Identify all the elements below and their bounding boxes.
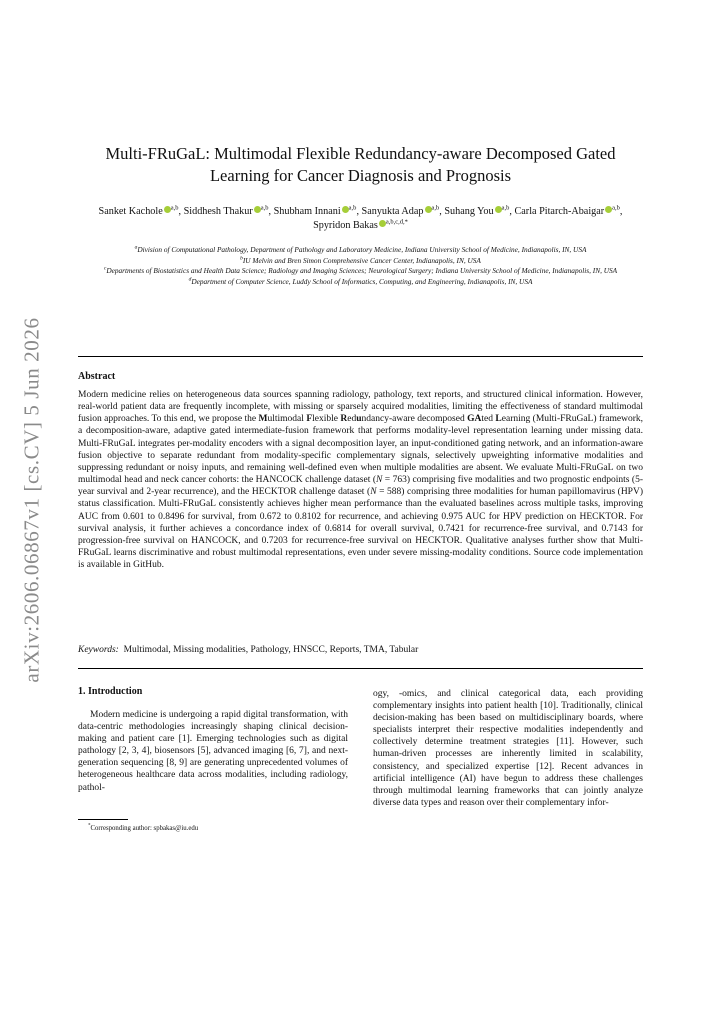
affiliation-mark: b	[240, 255, 243, 262]
author	[362, 206, 440, 217]
affiliation	[78, 266, 643, 277]
abstract-run: = 763) comprising five modalities and two prognostic endpoints (5-year survival and 2-year recurrence), and the HECKTOR challenge dataset (	[78, 475, 643, 498]
author-name: Sanket Kachole	[98, 206, 163, 217]
author	[184, 206, 269, 217]
affiliation-text: IU Melvin and Bren Simon Comprehensive Cancer Center, Indianapolis, IN, USA	[242, 255, 481, 265]
author-affiliation-mark: a,b	[170, 204, 179, 212]
author-name: Sanyukta Adap	[361, 206, 424, 217]
affiliation-text: Department of Computer Science, Luddy School of Informatics, Computing, and Engineering, Indianapolis, IN, USA	[191, 277, 533, 287]
abstract-run: R	[340, 414, 348, 425]
author	[313, 220, 408, 231]
affiliation-mark: c	[103, 265, 107, 272]
author	[514, 206, 619, 217]
abstract-run: ted	[481, 414, 496, 425]
abstract-run: ed	[347, 414, 357, 425]
keywords-line	[78, 644, 643, 656]
keywords-text: Multimodal, Missing modalities, Pathology, HNSCC, Reports, TMA, Tabular	[123, 645, 419, 655]
affiliation-text: Departments of Biostatistics and Health Data Science; Radiology and Imaging Sciences; Neurological Surgery; Indiana University School of Medicine, Indianapolis, IN, USA	[106, 266, 618, 276]
bottom-divider	[78, 668, 643, 669]
abstract-run: M	[258, 414, 268, 425]
affiliation	[78, 277, 643, 288]
keywords-label: Keywords:	[78, 645, 119, 655]
footnote-mark: *	[88, 823, 91, 829]
top-divider	[78, 356, 643, 357]
abstract-run: ultimodal	[267, 414, 307, 425]
author	[99, 206, 179, 217]
abstract-run: ndancy-aware decomposed	[361, 414, 468, 425]
author-list: Sanket Kachole $^{a,b}$, Siddhesh Thakur $^{a,b}$, Shubham Innani $^{a,b}$, Sanyukta Adap $^{a,b}$, Suhang You $^{a,b}$, Carla Pitarch-Abaigar $^{a,b}$, Spyridon Bakas $^{a,b,c,d,*}$	[98, 204, 623, 231]
abstract-run: earning (Multi-FRuGaL) framework, a decomposition-aware, adaptive gated intermediate-fusion framework that performs modality-level representation learning under missing data. Multi-FRuGaL integrates per-modality encoders with a signal decomposition layer, an input-conditioned gating network, and an information-aware fusion objective to separate redundant from modality-specific complementary signals, selectively upweighting informative modalities and suppressing redundant or noisy inputs, and remaining well-defined even when multiple modalities are absent. We evaluate Multi-FRuGaL on two multimodal head and neck cancer cohorts: the HANCOCK challenge dataset (	[78, 414, 643, 486]
arxiv-id-text: arXiv:2606.06867v1 [cs.CV] 5 Jun 2026	[19, 317, 44, 683]
orcid-icon[interactable]	[379, 220, 386, 227]
affiliation-mark: a	[134, 244, 138, 251]
intro-right-column: ogy, -omics, and clinical categorical data, each providing complementary insights into patient health [10]. Traditionally, clinical decision-making has been based on multidisciplinary boards, where specialists interpret their respective modalities independently and collectively determine treatment strategies [11]. However, such human-driven processes are inherently limited in scalability, consistency, and specialized expertise [12]. Recent advances in artificial intelligence (AI) have begun to address these challenges through multimodal learning frameworks that can jointly analyze diverse data types and reason over their complementary infor-	[373, 689, 643, 808]
abstract-run: N	[370, 487, 377, 498]
orcid-icon[interactable]	[342, 206, 349, 213]
author-affiliation-mark: a,b	[612, 204, 620, 212]
orcid-icon[interactable]	[495, 206, 502, 213]
orcid-icon[interactable]	[254, 206, 261, 213]
abstract-run: Modern medicine relies on heterogeneous data sources spanning radiology, pathology, text reports, and structured clinical information. However, real-world patient data are frequently incomplete, with missing or sparsely acquired modalities, limiting the effectiveness of standard multimodal fusion approaches. To this end, we propose the	[78, 390, 643, 425]
footnote	[88, 824, 198, 833]
author-name: Siddhesh Thakur	[183, 206, 253, 217]
affiliation-text: Division of Computational Pathology, Department of Pathology and Laboratory Medicine, Indiana University School of Medicine, Indianapolis, IN, USA	[137, 245, 587, 254]
abstract-run: GA	[467, 414, 482, 425]
orcid-icon[interactable]	[425, 206, 432, 213]
author-affiliation-mark: a,b	[348, 204, 357, 212]
abstract-run: u	[356, 414, 362, 425]
affiliation	[78, 245, 643, 256]
intro-left-column: Modern medicine is undergoing a rapid digital transformation, with data-centric methodologies increasingly shaping clinical decision-making and patient care [1]. Emerging technologies such as digital pathology [2, 3, 4], biosensors [5], advanced imaging [6, 7], and next-generation sequencing [8, 9] are generating unprecedented volumes of heterogeneous healthcare data across modalities, including radiology, pathol-	[78, 710, 348, 793]
author-affiliation-mark: a,b,c,d,*	[385, 218, 408, 226]
author	[274, 206, 357, 217]
author-affiliation-mark: a,b	[501, 204, 510, 212]
author-name: Suhang You	[444, 206, 494, 217]
abstract-text	[78, 389, 643, 571]
affiliation-mark: d	[188, 276, 192, 283]
author-name: Carla Pitarch-Abaigar	[514, 206, 605, 217]
paper-title: Multi-FRuGaL: Multimodal Flexible Redundancy-aware Decomposed Gated Learning for Cancer Diagnosis and Prognosis	[105, 144, 616, 185]
author	[444, 206, 509, 217]
footnote-text: Corresponding author: spbakas@iu.edu	[90, 825, 199, 832]
author-name: Shubham Innani	[273, 206, 341, 217]
affiliation-list	[78, 245, 643, 288]
abstract-heading: Abstract	[78, 371, 116, 382]
footnote-divider	[78, 819, 128, 820]
author-name: Spyridon Bakas	[313, 220, 378, 231]
abstract-run: N	[375, 475, 383, 486]
orcid-icon[interactable]	[164, 206, 171, 213]
arxiv-identifier	[12, 300, 52, 700]
abstract-run: lexible	[312, 414, 341, 425]
affiliation	[78, 256, 643, 267]
author-affiliation-mark: a,b	[260, 204, 269, 212]
section-heading: 1. Introduction	[78, 686, 143, 697]
abstract-run: L	[495, 414, 502, 425]
abstract-run: = 588) comprising three modalities for human papillomavirus (HPV) status classification. Multi-FRuGaL consistently achieves higher mean performance than the evaluated baselines across multiple tasks, improving AUC from 0.601 to 0.8496 for survival, from 0.672 to 0.8102 for recurrence, and achieving 0.975 AUC for HPV prediction on HECKTOR. For survival analysis, it further achieves a concordance index of 0.6814 for overall survival, 0.7421 for recurrence-free survival, and 0.7143 for progression-free survival on HANCOCK, and 0.7203 for recurrence-free survival on HECKTOR. Qualitative analyses further show that Multi-FRuGaL learns discriminative and robust multimodal representations, even under severe missing-modality conditions. Source code implementation is available in GitHub.	[78, 487, 643, 571]
abstract-run: F	[306, 414, 313, 425]
author-affiliation-mark: a,b	[431, 204, 440, 212]
